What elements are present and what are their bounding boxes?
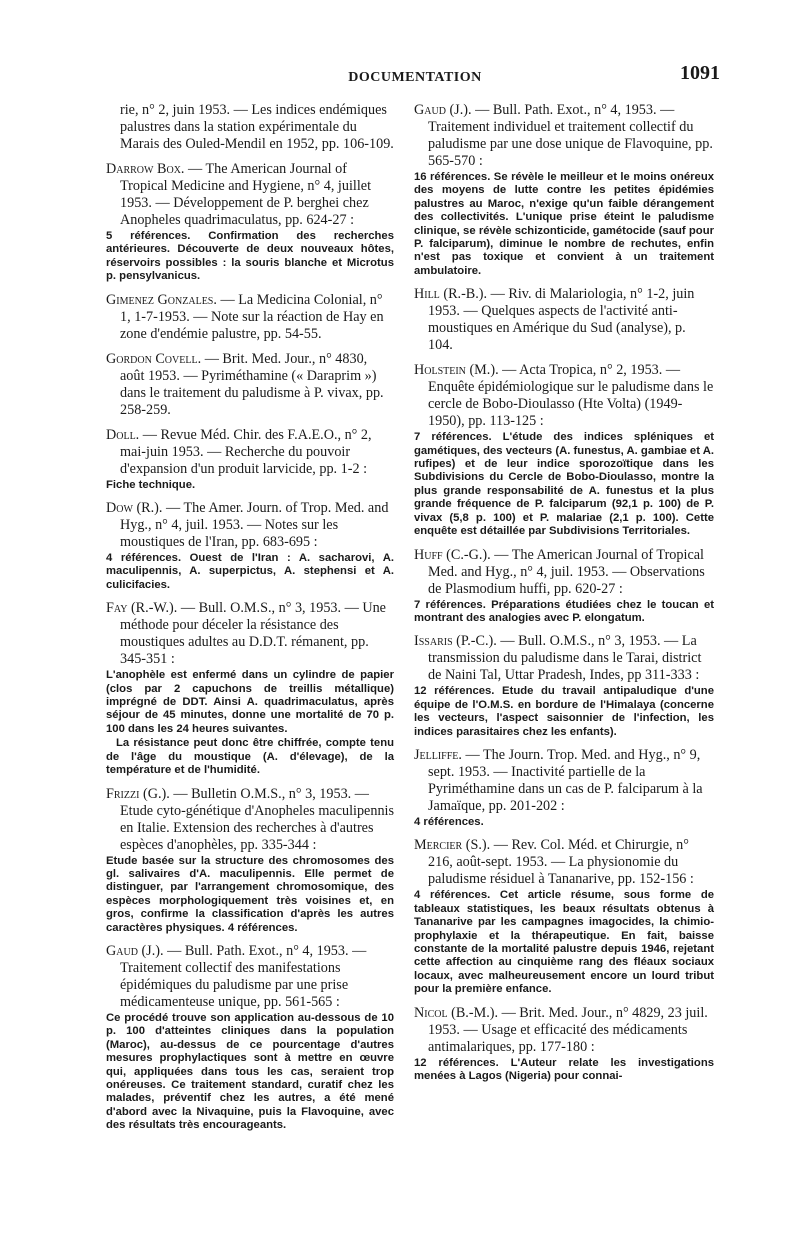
bibliography-entry: [106, 500, 394, 592]
bibliography-entry: [106, 786, 394, 935]
citation-text: — Acta Tropica, n° 2, 1953. — Enquête épidémiologique sur le paludisme dans le cercle de Bobo-Dioulasso (Hte Volta) (1949-1950), pp. 113-125 :: [428, 362, 714, 430]
citation-text: — Brit. Med. Jour., n° 4829, 23 juil. 1953. — Usage et efficacité des médicaments antimalariques, pp. 177-180 :: [428, 1004, 708, 1055]
bibliography-entry: [414, 286, 714, 354]
reference-citation: [414, 102, 714, 170]
abstract-text: L'anophèle est enfermé dans un cylindre de papier (clos par 2 capuchons de treillis métallique) imprégné de DDT. Ainsi A. quadrimaculatus, après séjour de 45 minutes, donne une mortalité de 70 p. 100 dans les 24 heures suivantes.: [106, 669, 394, 735]
citation-text: — Bull. O.M.S., n° 3, 1953. — La transmission du paludisme dans le Tarai, district de Naini Tal, Uttar Pradesh, Indes, pp 311-333 :: [428, 633, 702, 684]
reference-citation: [106, 351, 394, 419]
reference-citation: [414, 837, 714, 888]
reference-citation: [414, 633, 714, 684]
abstract-text: 12 références. Etude du travail antipaludique d'une équipe de l'O.M.S. en bordure de l'Himalaya (concerne les vecteurs, l'aspect saisonnier de l'infection, les indices parasitaires chez les enfants).: [414, 685, 714, 738]
reference-citation: [106, 500, 394, 551]
reference-citation: [106, 292, 394, 343]
bibliography-entry: [414, 633, 714, 739]
citation-text: — Brit. Med. Jour., n° 4830, août 1953. — Pyriméthamine (« Daraprim ») dans le traitement du paludisme à P. vivax, pp. 258-259.: [120, 350, 384, 418]
reference-citation: [106, 943, 394, 1011]
author-name: Gaud (J.).: [106, 942, 164, 959]
reference-citation: [414, 747, 714, 815]
bibliography-entry: [106, 427, 394, 492]
bibliography-entry: [106, 161, 394, 284]
page-number: 1091: [680, 62, 720, 84]
citation-text: — Bull. Path. Exot., n° 4, 1953. — Traitement collectif des manifestations épidémiques du paludisme par une prise médicamenteuse unique, pp. 561-565 :: [120, 942, 367, 1010]
author-name: Gordon Covell.: [106, 350, 202, 367]
citation-text: — La Medicina Colonial, n° 1, 1-7-1953. — Note sur la réaction de Hay en zone d'endémie palustre, pp. 54-55.: [120, 291, 384, 342]
bibliography-entry: [106, 292, 394, 343]
reference-citation: [414, 547, 714, 598]
citation-text: — Rev. Col. Méd. et Chirurgie, n° 216, août-sept. 1953. — La physionomie du paludisme résiduel à Tananarive, pp. 152-156 :: [428, 837, 694, 888]
author-name: Jelliffe.: [414, 746, 462, 763]
bibliography-entry: [414, 1005, 714, 1084]
bibliography-entry: [414, 102, 714, 278]
abstract-text: 4 références. Ouest de l'Iran : A. sacharovi, A. maculipennis, A. superpictus, A. stephensi et A. culicifacies.: [106, 552, 394, 591]
author-name: Doll.: [106, 426, 140, 443]
citation-text: — Riv. di Malariologia, n° 1-2, juin 1953. — Quelques aspects de l'activité anti-moustiques en Amérique du Sud (analyse), p. 104.: [428, 286, 695, 354]
author-name: Frizzi (G.).: [106, 785, 170, 802]
abstract-text: 7 références. L'étude des indices spléniques et gamétiques, des vecteurs (A. funestus, A. gambiae et A. rufipes) et de leur indice sporozoïtique dans les Subdivisions du Cercle de Bobo-Dioulasso, montre la plus grande responsabilité de A. funestus et la plus grande fréquence de P. falciparum (92,1 p. 100) de P. vivax (5,8 p. 100) et P. malariae (2,1 p. 100). Cette enquête est détaillée par Subdivisions Territoriales.: [414, 431, 714, 538]
abstract-text: Fiche technique.: [106, 478, 196, 491]
bibliography-entry: [414, 547, 714, 626]
running-head: DOCUMENTATION: [348, 70, 482, 85]
author-name: Dow (R.).: [106, 500, 163, 517]
abstract-text: Etude basée sur la structure des chromosomes des gl. salivaires d'A. maculipennis. Elle permet de distinguer, par l'arrangement chromosomique, des espèces morphologiquement très voisines et, en gros, confirme la classification d'après les autres caractères physiques. 4 références.: [106, 854, 394, 934]
author-name: Hill (R.-B.).: [414, 286, 488, 303]
reference-citation: [106, 427, 394, 478]
reference-citation: [106, 786, 394, 854]
abstract-text: 4 références.: [414, 815, 484, 828]
bibliography-entry: [106, 351, 394, 419]
citation-text: — The American Journal of Tropical Med. and Hyg., n° 4, juil. 1953. — Observations de Plasmodium huffi, pp. 620-27 :: [428, 546, 705, 597]
bibliography-entry: [106, 600, 394, 777]
reference-citation: [414, 286, 714, 354]
author-name: Fay (R.-W.).: [106, 600, 178, 617]
author-name: Issaris (P.-C.).: [414, 633, 497, 650]
citation-text: — The American Journal of Tropical Medicine and Hygiene, n° 4, juillet 1953. — Développement de P. berghei chez Anopheles quadrimaculatus, pp. 624-27 :: [120, 161, 372, 228]
left-column: [106, 102, 394, 1141]
author-name: Gimenez Gonzales.: [106, 291, 217, 308]
reference-citation: [106, 102, 394, 153]
citation-text: — Bulletin O.M.S., n° 3, 1953. — Etude cyto-génétique d'Anopheles maculipennis en Italie. Extension des recherches à d'autres espèces d'anophèles, pp. 335-344 :: [120, 785, 395, 853]
abstract-text: Ce procédé trouve son application au-dessous de 10 p. 100 d'atteintes cliniques dans la population (Maroc), au-dessus de ce pourcentage d'autres mesures prophylactiques sont à mettre en œuvre qui, appliquées dans tous les cas, seraient trop onéreuses. Ce traitement standard, curatif chez les malades, préventif chez les autres, a été mené d'abord avec la Nivaquine, puis la Flavoquine, avec des résultats très encourageants.: [106, 1011, 394, 1132]
bibliography-entry: [414, 837, 714, 996]
author-name: Mercier (S.).: [414, 837, 491, 854]
right-column: [414, 102, 714, 1091]
page-header: [110, 62, 720, 92]
reference-citation: [414, 362, 714, 430]
citation-text: — Bull. O.M.S., n° 3, 1953. — Une méthode pour déceler la résistance des moustiques adultes au D.D.T. rémanent, pp. 345-351 :: [120, 600, 386, 668]
citation-text: — Revue Méd. Chir. des F.A.E.O., n° 2, mai-juin 1953. — Recherche du pouvoir d'expansion d'un produit larvicide, pp. 1-2 :: [120, 426, 372, 477]
bibliography-entry: [106, 943, 394, 1133]
reference-citation: [106, 161, 394, 229]
bibliography-entry: [414, 362, 714, 538]
abstract-text: La résistance peut donc être chiffrée, compte tenu de l'âge du moustique (A. d'élevage), de la température et de l'humidité.: [106, 737, 394, 777]
abstract-text: 4 références. Cet article résume, sous forme de tableaux statistiques, les beaux résultats obtenus à Tananarive par les campagnes imagocides, la chimio-prophylaxie et la thérapeutique. En fait, baisse constante de la mortalité palustre depuis 1946, rejetant cette affection au cinquième rang des fléaux sociaux locaux, avec malheureusement encore un lourd tribut pour la première enfance.: [414, 889, 714, 996]
abstract-text: 5 références. Confirmation des recherches antérieures. Découverte de deux nouveaux hôtes, réservoirs possibles : la souris blanche et Microtus p. pensylvanicus.: [106, 230, 394, 283]
citation-text: — Bull. Path. Exot., n° 4, 1953. — Traitement individuel et traitement collectif du paludisme par une dose unique de Flavoquine, pp. 565-570 :: [428, 102, 713, 169]
bibliography-entry: [106, 102, 394, 153]
abstract-text: 16 références. Se révèle le meilleur et le moins onéreux des moyens de lutte contre les petites épidémies palustres au Maroc, n'exige qu'un faible dérangement des collectivités. L'unique prise éteint le paludisme clinique, se révèle schizonticide, gamétocide (sauf pour P. falciparum), diminue le nombre de rechutes, enfin n'est pas toxique et convient à un traitement ambulatoire.: [414, 171, 714, 277]
author-name: Gaud (J.).: [414, 102, 472, 118]
author-name: Darrow Box.: [106, 161, 185, 177]
abstract-text: 7 références. Préparations étudiées chez le toucan et montrant des analogies avec P. elongatum.: [414, 598, 714, 624]
bibliography-entry: [414, 747, 714, 829]
citation-text: — The Journ. Trop. Med. and Hyg., n° 9, sept. 1953. — Inactivité partielle de la Pyriméthamine dans un cas de P. falciparum à la Jamaïque, pp. 201-202 :: [428, 746, 703, 814]
reference-citation: [414, 1005, 714, 1056]
author-name: Huff (C.-G.).: [414, 546, 491, 563]
abstract-text: 12 références. L'Auteur relate les investigations menées à Lagos (Nigeria) pour connai-: [414, 1056, 714, 1082]
reference-citation: [106, 600, 394, 668]
citation-text: — The Amer. Journ. of Trop. Med. and Hyg., n° 4, juil. 1953. — Notes sur les moustiques de l'Iran, pp. 683-695 :: [120, 500, 389, 551]
author-name: Holstein (M.).: [414, 362, 499, 379]
citation-text: rie, n° 2, juin 1953. — Les indices endémiques palustres dans la station expérimentale du Marais des Ouled-Mendil en 1952, pp. 106-109.: [120, 102, 394, 152]
author-name: Nicol (B.-M.).: [414, 1004, 499, 1021]
